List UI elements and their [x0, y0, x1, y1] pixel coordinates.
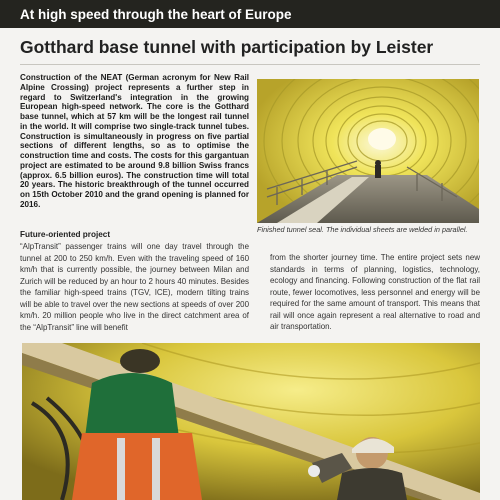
body-column-left: “AlpTransit” passenger trains will one day travel through the tunnel at 200 to 250 km/h. Even with the traveling speed of 160 km/h that is currently possible, the journey between Milan and Zurich will be reduced by an hour to 2 hours 40 minutes. Besides the familiar high-speed trains (TGV, ICE), modern tilting trains will be able to travel over the new sections at speeds of over 200 km/h. 20 million people who live in the direct catchment area of the “AlpTransit” line will benefit: [20, 242, 249, 332]
welding-workers-photo: [22, 343, 480, 500]
title-rule: [20, 64, 480, 65]
kicker-text: At high speed through the heart of Europe: [20, 7, 292, 22]
header-band: [0, 0, 500, 28]
photo-caption: Finished tunnel seal. The individual sheets are welded in parallel.: [257, 225, 468, 234]
intro-paragraph: Construction of the NEAT (German acronym for New Rail Alpine Crossing) project represents a further step in regard to Switzerland's integration in the growing European high-speed network. The core is the Gotthard base tunnel, which at 57 km will be the longest rail tunnel in the world. It will comprise two single-track tunnel tubes. Construction is simultaneously in progress on five partial sections of different lengths, so as to optimise the construction time and costs. The costs for this gargantuan project are estimated to be around 9.8 billion Swiss francs (approx. 6.5 billion euros). The construction time will total 20 years. The historic breakthrough of the tunnel occurred on 15th October 2010 and the grand opening is planned for 2016.: [20, 73, 249, 209]
page-title: Gotthard base tunnel with participation by Leister: [20, 37, 434, 57]
tunnel-seal-photo: [257, 79, 479, 223]
section-heading: Future-oriented project: [20, 230, 111, 239]
body-column-right: from the shorter journey time. The entire project sets new standards in terms of planning, logistics, technology, ecology and financing. Following construction of the flat rail route, fewer locomotives, less personnel and energy will be required for the same amount of transport. This means that rail will once again represent a real alternative to road and air transportation.: [270, 253, 480, 332]
